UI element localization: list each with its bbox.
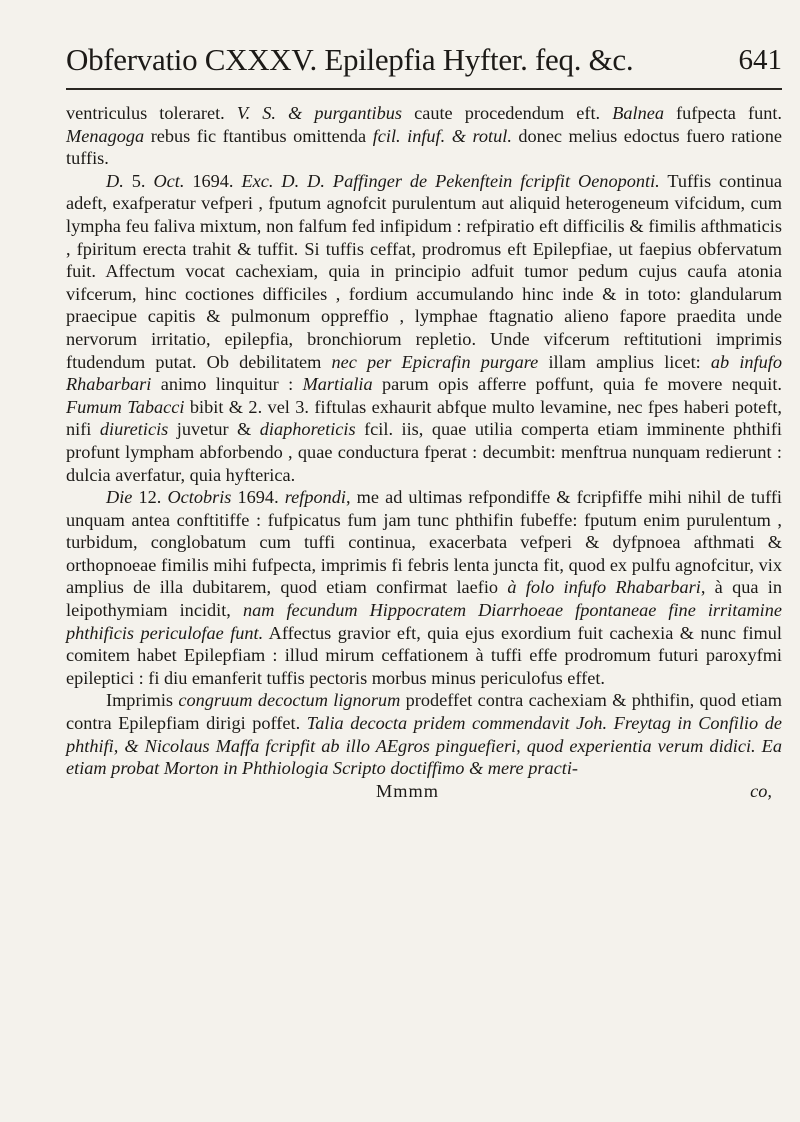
italic-run: diaphoreticis [259,419,356,440]
italic-run: Fumum Tabacci [66,396,185,417]
text-run: ventriculus toleraret. [66,103,237,123]
text-run: 1694. [231,487,285,508]
italic-run: congruum decoctum lignorum [178,690,401,711]
italic-run: Octobris [167,487,232,508]
paragraph [66,689,782,779]
paragraph [66,102,782,170]
italic-run: D. [106,170,124,191]
italic-run: Menagoga [66,125,145,146]
italic-run: Martialia [302,374,373,395]
italic-run: à folo infufo Rhabarbari [507,577,701,598]
text-run: rebus fic ftantibus omittenda [144,125,373,146]
italic-run: Talia decocta pridem commendavit Joh. Freytag in Confilio de phthifi, & Nicolaus Maffa fcripfit ab illo AEgros pinguefieri, quod experientia verum didici. Ea etiam probat Morton in Phthiologia Scripto doctiffimo & mere practi- [66,713,782,779]
italic-run: & purgantibus [288,103,403,123]
italic-run: Balnea [612,103,664,123]
text-run: , à qua in leipothymiam incidit, [66,577,782,621]
text-run: donec melius edoctus fuero ratione tuffis. [66,125,782,169]
italic-run: diureticis [99,419,169,440]
italic-run: V. S. [236,103,276,123]
italic-run: Oct. [153,170,185,191]
text-run: fcil. iis, quae utilia comperta etiam imminente phthifi profunt lympham abforbendo , quae conductura fperat : decumbit: menftrua nunquam redierunt : dulcia averfatur, quia hyfterica. [66,419,782,485]
text-run [276,103,288,123]
italic-run: ab infufo Rhabarbari [66,351,782,395]
text-run: caute procedendum eft. [402,103,613,123]
text-run: , me ad ultimas refpondiffe & fcripfiffe mihi nihil de tuffi unquam antea conftitiffe : fufpicatus fum jam tunc phthifin fubeffe: fputum enim purulentum , turbidum, conglobatum cum tuffi continua, exacerbata vefperi & dyfpnoea afthmati & orthopnoeae fimilis mihi fufpecta, imprimis fi febris lenta juncta fit, quod ex pulfu agnofcitur, vix amplius de illa dubitarem, quod etiam confirmat laefio [66,487,783,598]
catchword: co, [750,780,772,801]
text-run: Tuffis continua adeft, exafperatur vefperi , fputum agnofcit purulentum aut aliquid heterogeneum vifcidum, cum lympha feu faliva mixtum, non falfum fed infipidum : refpiratio eft difficilis & fimilis afthmaticis , fpiritum erecta trahit & tuffit. Si tuffis ceffat, prodromus eft Epilepfiae, ut faepius obfervatum fuit. Affectum vocat cachexiam, quia in principio adfuit tumor pedum cujus caufa atonia vifcerum, hinc coctiones difficiles , fordium accumulando hinc inde & in toto: glandularum praecipue capitis & pulmonum oppreffio , lymphae ftagnatio alieno fapore praedita unde nervorum irritatio, epilepfia, bronchiorum repletio. Unde vifcerum reftitutioni imprimis ftudendum putat. Ob debilitatem [66,170,783,372]
text-run: juvetur & [168,419,260,440]
text-run: 12. [132,487,168,508]
running-head: Obfervatio CXXXV. Epilepfia Hyfter. feq. &c. [66,42,634,77]
paragraph [66,486,782,689]
text-run: illam amplius licet: [538,351,711,372]
text-run: animo linquitur : [151,374,303,395]
text-run: prodeffet contra cachexiam & phthifin, quod etiam contra Epilepfiam dirigi poffet. [66,690,783,734]
text-run: Affectus gravior eft, quia ejus exordium fuit cachexia & nunc fimul comitem habet Epilepfiam : illud mirum ceffationem à tuffi effe prodromum futuri paroxyfmi epileptici : fi diu emanferit tuffis pectoris morbus minus periculofus effet. [66,622,782,688]
italic-run: nam fecundum Hippocratem Diarrhoeae fpontaneae fine irritamine phthificis periculofae funt. [66,600,782,643]
text-run: 5. [123,170,154,191]
body-text [66,102,782,780]
italic-run: refpondi [284,487,347,508]
page-number: 641 [738,44,782,76]
italic-run: nec per Epicrafin purgare [331,351,539,372]
text-run: parum opis afferre poffunt, quia fe movere nequit. [372,374,782,395]
italic-run: fcil. infuf. & rotul. [372,125,512,146]
text-run: Imprimis [106,690,179,711]
text-run: bibit & 2. vel 3. fiftulas exhaurit abfque multo levamine, nec fpes haberi poteft, nifi [66,396,783,440]
text-run: fufpecta funt. [663,103,782,123]
italic-run: Die [106,487,133,508]
paragraph [66,170,782,486]
text-run: 1694. [184,170,242,191]
footer-line [66,780,782,804]
page-header [66,22,782,90]
signature-mark: Mmmm [376,780,439,801]
italic-run: Exc. D. D. Paffinger de Pekenftein fcripfit Oenoponti. [241,170,660,191]
